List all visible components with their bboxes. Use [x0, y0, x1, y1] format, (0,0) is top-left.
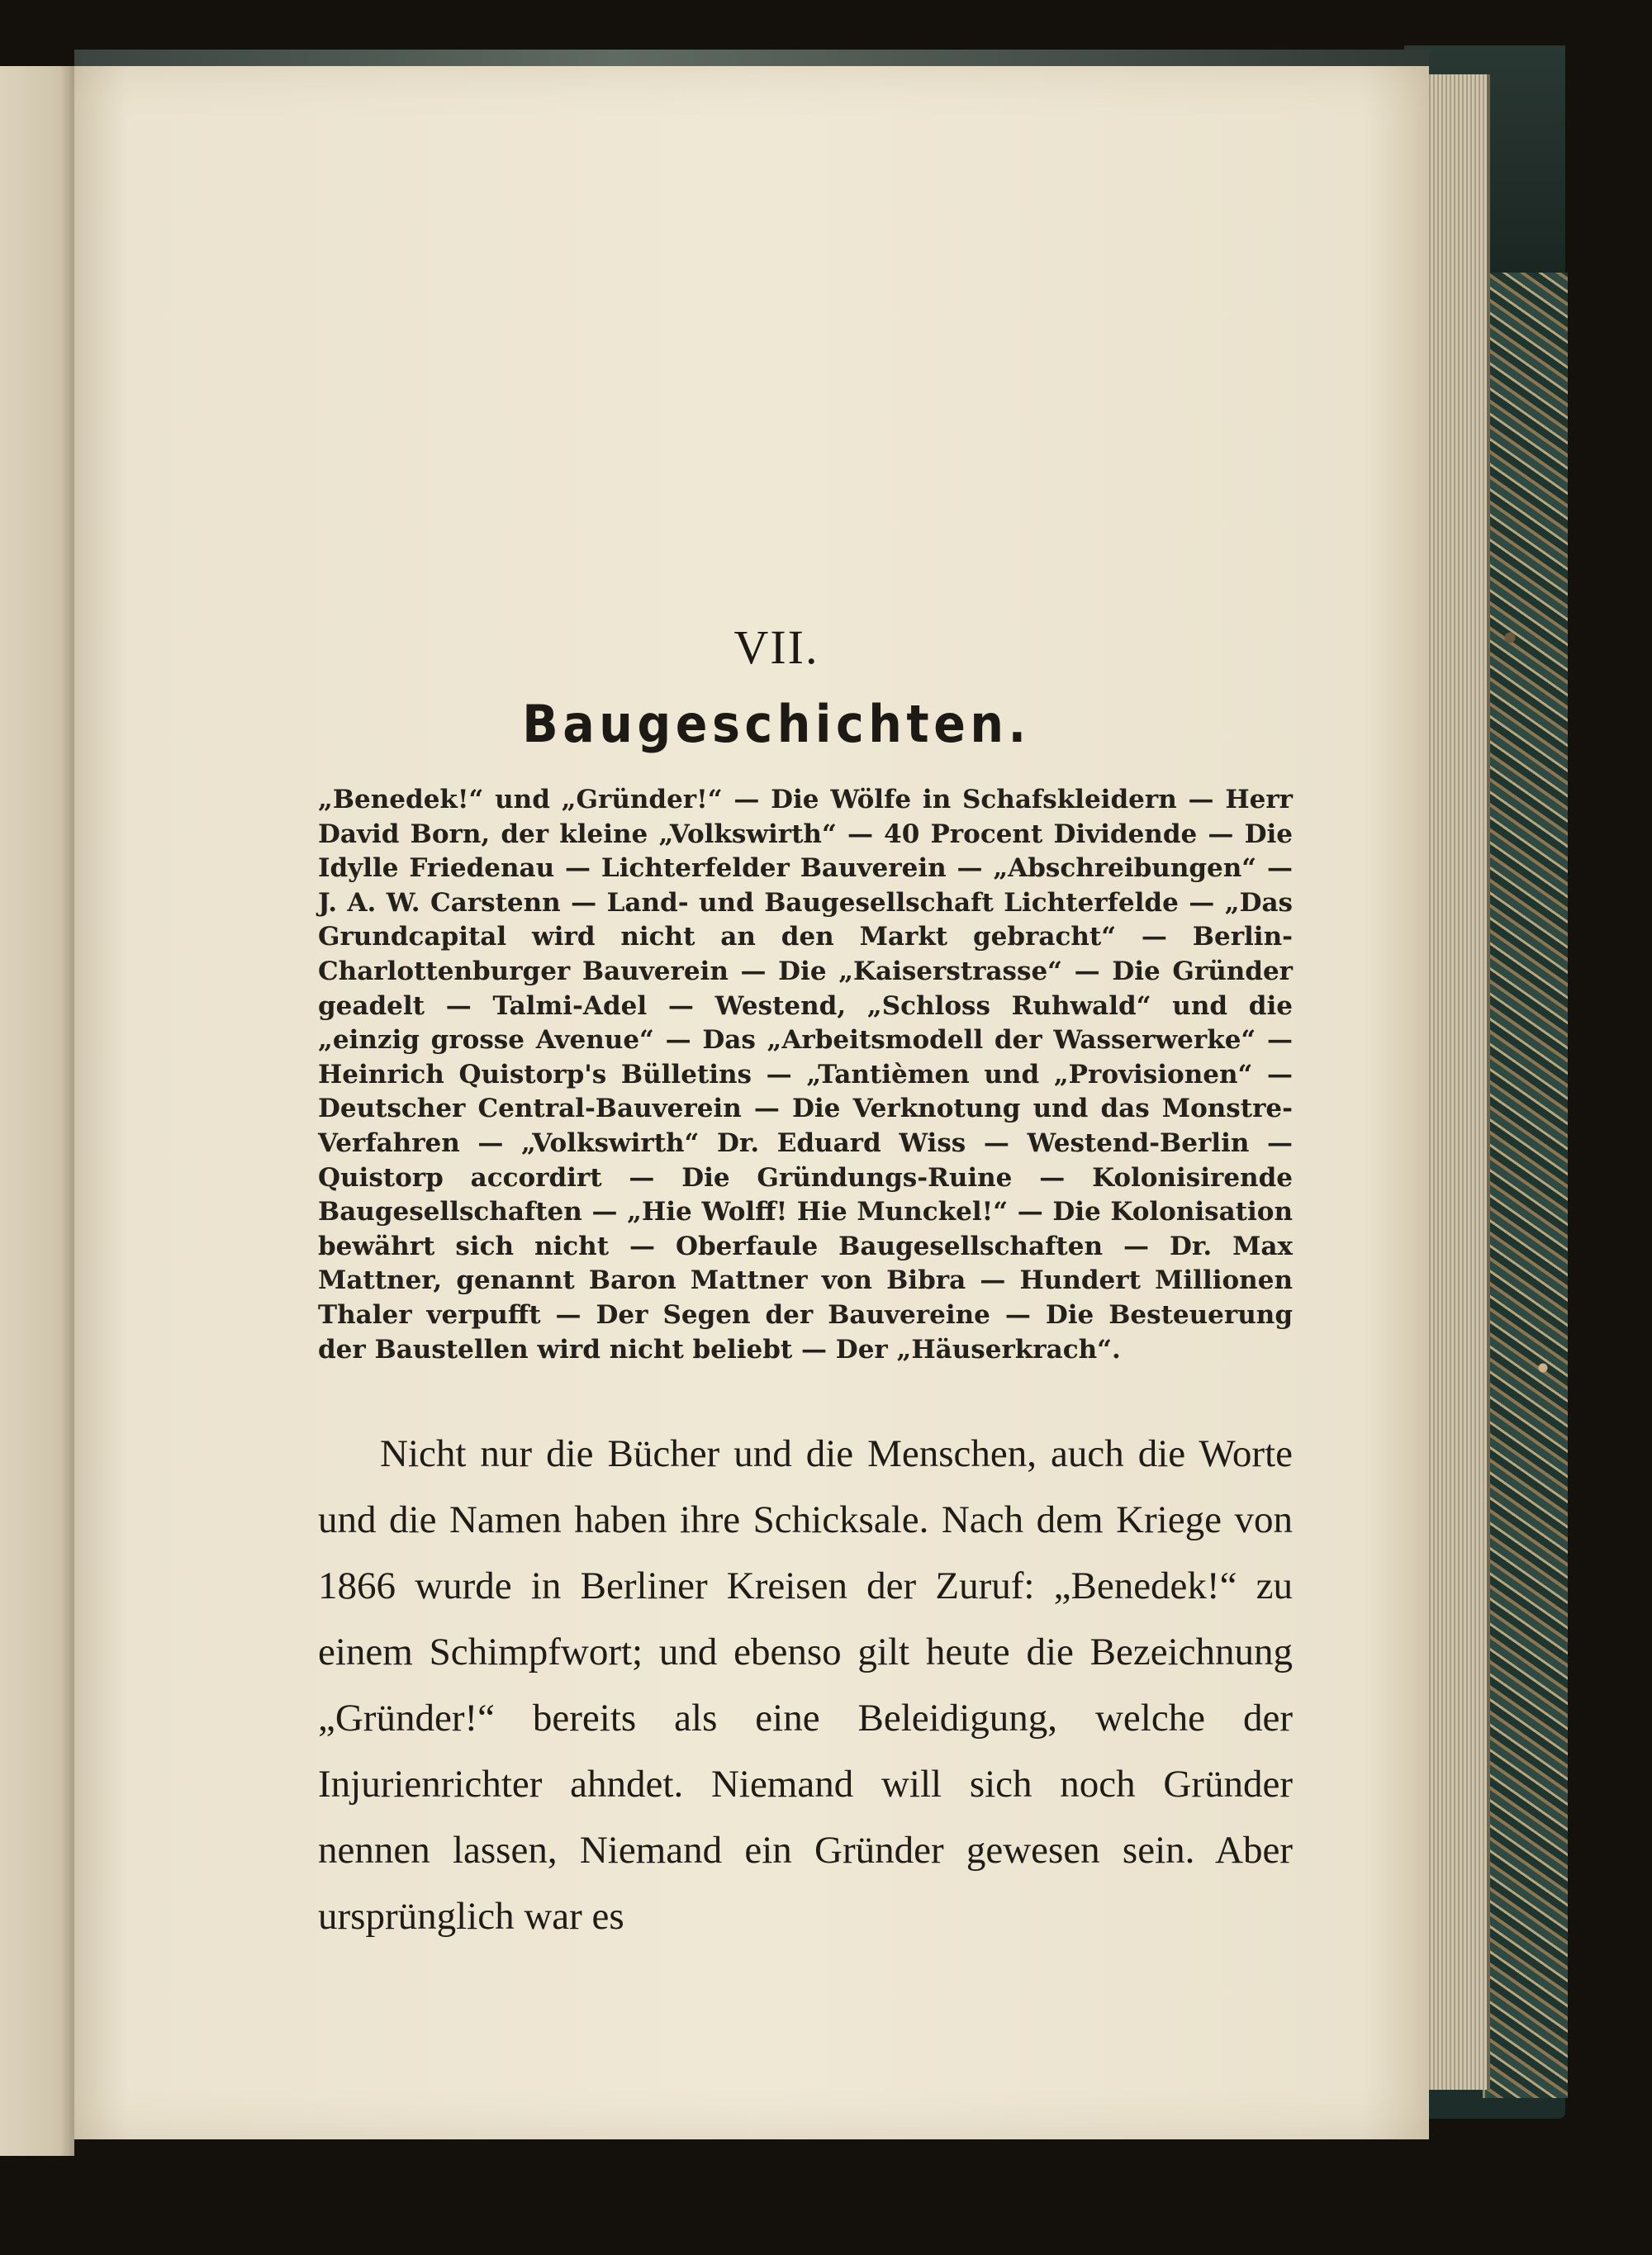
chapter-title: Baugeschichten.: [522, 694, 1031, 754]
body-paragraph: [318, 1421, 1293, 1949]
book-page: [74, 66, 1429, 2139]
chapter-summary: „Benedek!“ und „Gründer!“ — Die Wölfe in Schafskleidern — Herr David Born, der kleine „Volkswirth“ — 40 Procent Dividende — Die Idylle Friedenau — Lichterfelder Bauverein — „Abschreibungen“ — J. A. W. Carstenn — Land- und Baugesellschaft Lichterfelde — „Das Grundcapital wird nicht an den Markt gebracht“ — Berlin-Charlottenburger Bauverein — Die „Kaiserstrasse“ — Die Gründer geadelt — Talmi-Adel — Westend, „Schloss Ruhwald“ und die „einzig grosse Avenue“ — Das „Arbeitsmodell der Wasserwerke“ — Heinrich Quistorp's Bülletins — „Tantièmen und „Provisionen“ — Deutscher Central-Bauverein — Die Verknotung und das Monstre-Verfahren — „Volkswirth“ Dr. Eduard Wiss — Westend-Berlin — Quistorp accordirt — Die Gründungs-Ruine — Kolonisirende Baugesellschaften — „Hie Wolff! Hie Munckel!“ — Die Kolonisation bewährt sich nicht — Oberfaule Baugesellschaften — Dr. Max Mattner, genannt Baron Mattner von Bibra — Hundert Millionen Thaler verpufft — Der Segen der Bauvereine — Die Besteuerung der Baustellen wird nicht beliebt — Der „Häuserkrach“.: [318, 785, 1293, 1365]
chapter-number: VII.: [733, 620, 819, 674]
page-edges: [1422, 74, 1490, 2090]
marbled-endpaper: [1483, 273, 1568, 2098]
facing-page-edge: [0, 66, 74, 2156]
body-text: Nicht nur die Bücher und die Menschen, auch die Worte und die Namen haben ihre Schicksale. Nach dem Kriege von 1866 wurde in Berliner Kreisen der Zuruf: „Benedek!“ zu einem Schimpfwort; und ebenso gilt heute die Bezeichnung „Gründer!“ bereits als eine Beleidigung, welche der Injurienrichter ahndet. Niemand will sich noch Gründer nennen lassen, Niemand ein Gründer gewesen sein. Aber ursprünglich war es: [318, 1432, 1293, 1938]
